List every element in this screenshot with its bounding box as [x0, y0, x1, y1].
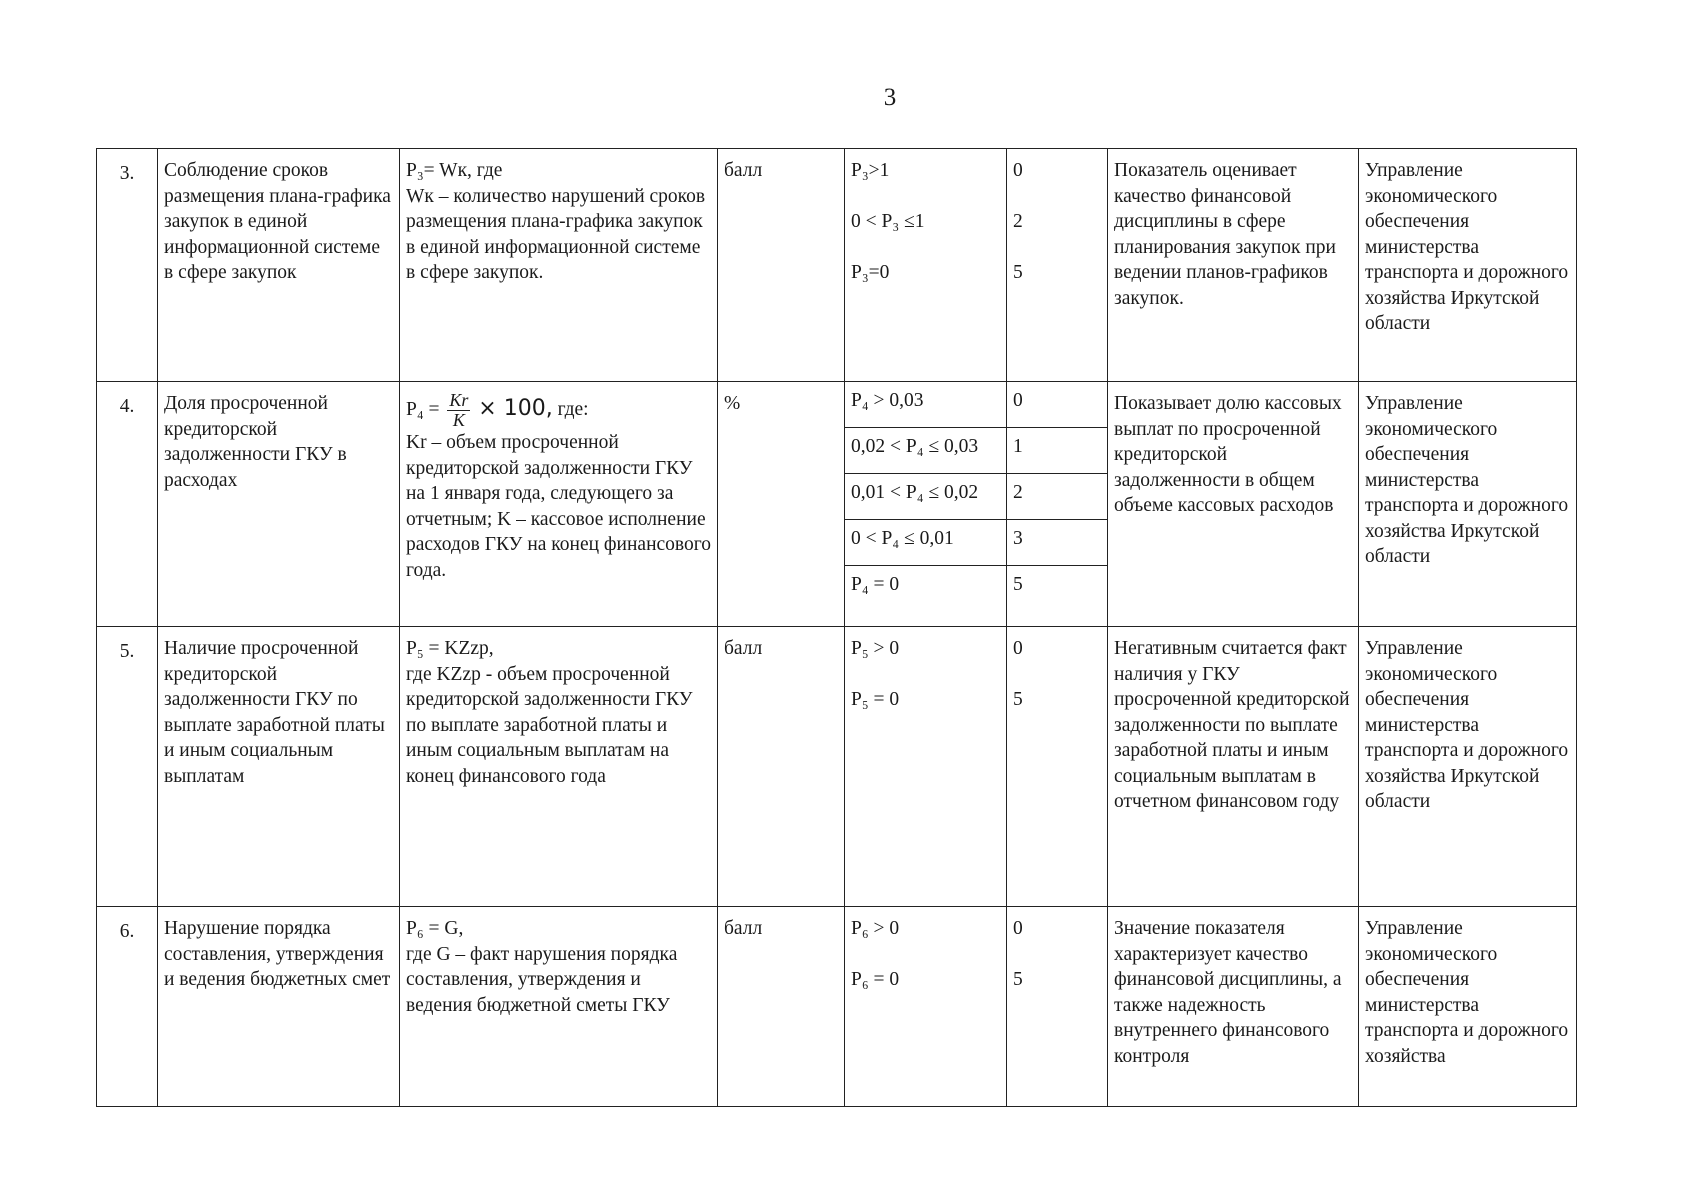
conditions-cell — [845, 627, 1007, 907]
formula-description: Wк – количество нарушений сроков размещения плана-графика закупок в единой информационной системе в сфере закупок. — [406, 185, 706, 283]
unit: балл — [718, 149, 845, 382]
condition: P₆ = 0 — [851, 969, 900, 990]
table-row — [97, 907, 1577, 1107]
responsible-department: Управление экономического обеспечения министерства транспорта и дорожного хозяйства Иркутской области — [1359, 149, 1577, 382]
unit: балл — [718, 907, 845, 1107]
score: 5 — [1013, 969, 1023, 990]
row-number: 4. — [97, 382, 158, 627]
condition: P₅ = 0 — [851, 689, 900, 710]
row-number: 6. — [97, 907, 158, 1107]
conditions-cell — [845, 907, 1007, 1107]
row-number: 3. — [97, 149, 158, 382]
score: 0 — [1013, 918, 1023, 939]
indicator-name: Наличие просроченной кредиторской задолженности ГКУ по выплате заработной платы и иным социальным выплатам — [158, 627, 400, 907]
formula-cell — [400, 382, 718, 627]
score: 0 — [1007, 382, 1107, 428]
fraction-numerator: Kr — [449, 390, 469, 410]
scores-cell — [1007, 627, 1108, 907]
table-row — [97, 149, 1577, 382]
formula-lead: P₃= Wк, где — [406, 160, 503, 181]
score: 2 — [1007, 474, 1107, 520]
condition: 0,01 < P₄ ≤ 0,02 — [845, 474, 1006, 520]
row-number: 5. — [97, 627, 158, 907]
formula-lead: P₆ = G, — [406, 918, 464, 939]
formula-cell — [400, 627, 718, 907]
indicator-name: Соблюдение сроков размещения плана-графика закупок в единой информационной системе в сфере закупок — [158, 149, 400, 382]
fraction-denominator: K — [452, 410, 465, 430]
score: 0 — [1013, 160, 1023, 181]
formula-cell — [400, 907, 718, 1107]
unit: % — [718, 382, 845, 627]
condition: P₃>1 — [851, 160, 890, 181]
formula-line — [406, 391, 711, 430]
table-row — [97, 627, 1577, 907]
formula-lhs: P₄ = — [406, 398, 440, 420]
indicator-name: Доля просроченной кредиторской задолженности ГКУ в расходах — [158, 382, 400, 627]
score: 5 — [1013, 262, 1023, 283]
scores-cell — [1007, 907, 1108, 1107]
formula-rhs: × 100, — [478, 395, 553, 421]
scores-cell — [1007, 382, 1108, 627]
formula-description: где G – факт нарушения порядка составления, утверждения и ведения бюджетной сметы ГКУ — [406, 943, 678, 1016]
condition: 0 < P₃ ≤1 — [851, 211, 925, 232]
formula-fraction — [447, 391, 470, 430]
indicator-description: Показатель оценивает качество финансовой дисциплины в сфере планирования закупок при ведении планов-графиков закупок. — [1108, 149, 1359, 382]
condition: P₄ > 0,03 — [845, 382, 1006, 428]
score: 2 — [1013, 211, 1023, 232]
condition: P₅ > 0 — [851, 638, 900, 659]
score: 5 — [1013, 689, 1023, 710]
conditions-cell — [845, 149, 1007, 382]
condition: 0,02 < P₄ ≤ 0,03 — [845, 428, 1006, 474]
score: 3 — [1007, 520, 1107, 566]
unit: балл — [718, 627, 845, 907]
indicator-name: Нарушение порядка составления, утверждения и ведения бюджетных смет — [158, 907, 400, 1107]
formula-description: где KZzp - объем просроченной кредиторской задолженности ГКУ по выплате заработной платы и иным социальным выплатам на конец финансового года — [406, 663, 693, 787]
formula-tail: где: — [552, 398, 589, 420]
condition: P₃=0 — [851, 262, 890, 283]
indicator-description: Негативным считается факт наличия у ГКУ просроченной кредиторской задолженности по выплате заработной платы и иным социальным выплатам в отчетном финансовом году — [1108, 627, 1359, 907]
score: 1 — [1007, 428, 1107, 474]
table-row — [97, 382, 1577, 627]
score: 5 — [1013, 574, 1023, 595]
responsible-department: Управление экономического обеспечения министерства транспорта и дорожного хозяйства Иркутской области — [1359, 382, 1577, 627]
score: 0 — [1013, 638, 1023, 659]
responsible-department: Управление экономического обеспечения министерства транспорта и дорожного хозяйства Иркутской области — [1359, 627, 1577, 907]
responsible-department: Управление экономического обеспечения министерства транспорта и дорожного хозяйства — [1359, 907, 1577, 1107]
scores-cell — [1007, 149, 1108, 382]
formula-description: Kr – объем просроченной кредиторской задолженности ГКУ на 1 января года, следующего за отчетным; K – кассовое исполнение расходов ГКУ на конец финансового года. — [406, 432, 712, 581]
page-number: 3 — [883, 84, 897, 111]
indicator-description: Показывает долю кассовых выплат по просроченной кредиторской задолженности в общем объеме кассовых расходов — [1108, 382, 1359, 627]
conditions-cell — [845, 382, 1007, 627]
condition: 0 < P₄ ≤ 0,01 — [845, 520, 1006, 566]
condition: P₄ = 0 — [851, 574, 900, 595]
formula-lead: P₅ = KZzp, — [406, 638, 494, 659]
indicators-table — [96, 148, 1577, 1107]
condition: P₆ > 0 — [851, 918, 900, 939]
formula-cell — [400, 149, 718, 382]
indicator-description: Значение показателя характеризует качество финансовой дисциплины, а также надежность внутреннего финансового контроля — [1108, 907, 1359, 1107]
